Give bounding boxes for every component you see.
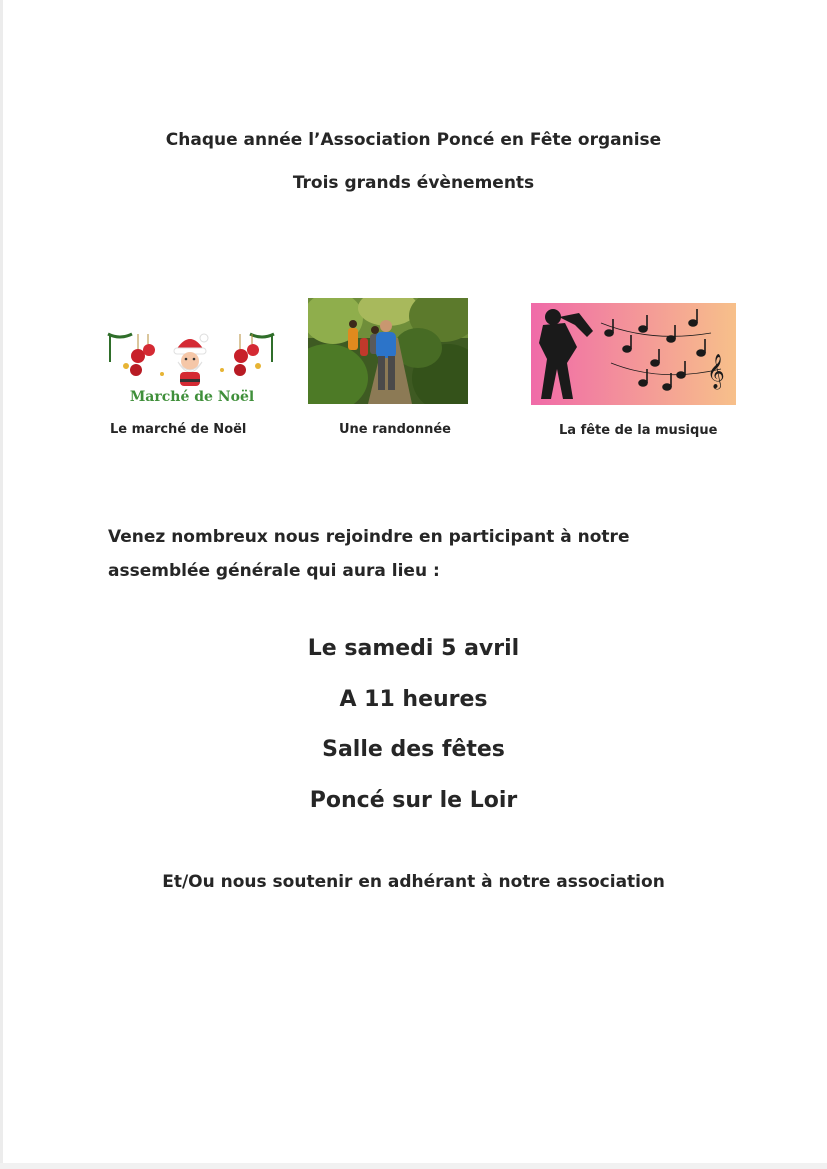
meeting-town: Poncé sur le Loir (309, 788, 518, 813)
christmas-market-image (106, 330, 276, 406)
meeting-venue: Salle des fêtes (322, 737, 505, 762)
christmas-market-label: Marché de Noël (129, 389, 255, 405)
caption-hike: Une randonnée (339, 422, 451, 437)
invitation-line-1: Venez nombreux nous rejoindre en participant à notre (108, 527, 630, 547)
meeting-time: A 11 heures (339, 687, 488, 712)
music-festival-image (531, 303, 736, 405)
svg-text:𝄞: 𝄞 (707, 354, 725, 389)
caption-christmas-market: Le marché de Noël (110, 422, 247, 437)
hiking-photo (308, 298, 468, 404)
invitation-line-2: assemblée générale qui aura lieu : (108, 561, 440, 581)
intro-line-2: Trois grands évènements (292, 173, 535, 193)
membership-call: Et/Ou nous soutenir en adhérant à notre association (162, 872, 665, 892)
meeting-date: Le samedi 5 avril (307, 636, 520, 661)
intro-line-1: Chaque année l’Association Poncé en Fête organise (165, 130, 662, 150)
scan-bottom-edge (0, 1163, 827, 1169)
caption-music-festival: La fête de la musique (559, 423, 718, 438)
